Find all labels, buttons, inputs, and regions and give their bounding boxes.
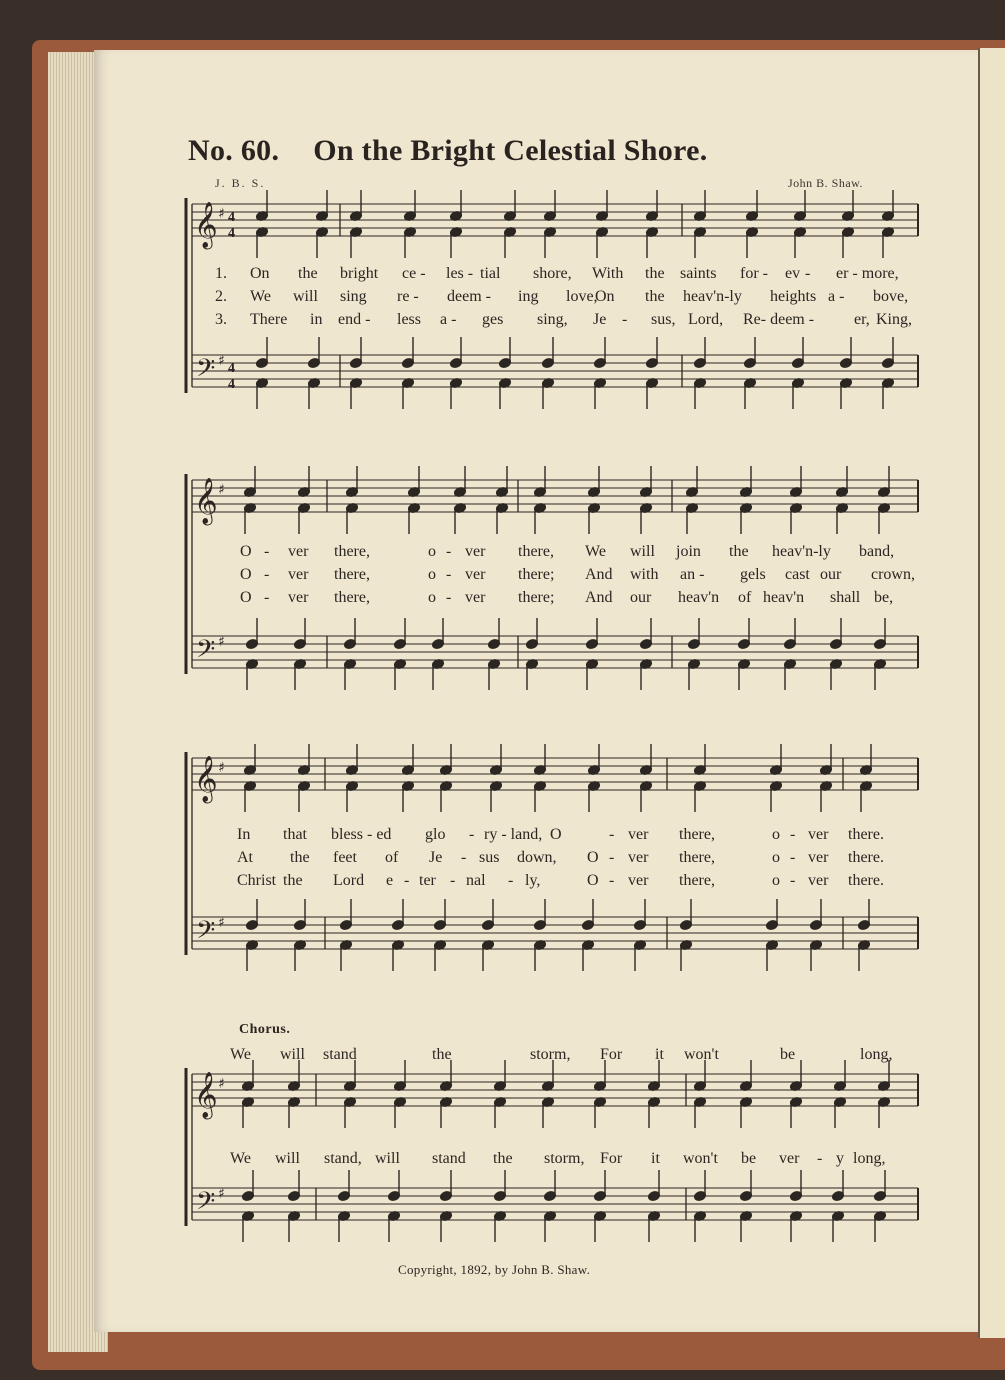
lyric-syllable: of bbox=[738, 589, 752, 606]
composer-credit: John B. Shaw. bbox=[788, 176, 864, 190]
clef-symbol: 𝄞 bbox=[194, 756, 218, 802]
lyric-syllable: o bbox=[772, 872, 780, 889]
lyric-syllable: be bbox=[741, 1150, 757, 1167]
chorus-label: Chorus. bbox=[239, 1022, 291, 1037]
lyric-syllable: 2. bbox=[215, 288, 227, 305]
lyric-syllable: y bbox=[836, 1150, 844, 1167]
lyric-syllable: the bbox=[645, 288, 665, 305]
lyric-syllable: - bbox=[790, 849, 796, 866]
lyric-syllable: storm, bbox=[530, 1046, 571, 1063]
lyric-syllable: - bbox=[461, 849, 467, 866]
lyric-syllable: - bbox=[790, 826, 796, 843]
lyric-syllable: - bbox=[469, 826, 475, 843]
lyric-syllable: With bbox=[592, 265, 624, 282]
lyric-syllable: the bbox=[493, 1150, 513, 1167]
lyric-syllable: there; bbox=[518, 589, 555, 606]
clef-symbol: ♯ bbox=[218, 760, 225, 776]
lyric-syllable: bove, bbox=[873, 288, 909, 305]
lyric-syllable: stand bbox=[323, 1046, 357, 1063]
lyric-syllable: King, bbox=[876, 311, 912, 328]
lyric-syllable: - bbox=[446, 566, 452, 583]
lyric-syllable: won't bbox=[684, 1046, 719, 1063]
lyric-syllable: ver bbox=[628, 826, 649, 843]
lyric-syllable: ver bbox=[465, 566, 486, 583]
lyric-syllable: there, bbox=[334, 543, 370, 560]
lyric-syllable: in bbox=[310, 311, 323, 328]
lyric-syllable: - bbox=[446, 589, 452, 606]
lyric-syllable: ver bbox=[808, 849, 829, 866]
lyric-syllable: ges bbox=[482, 311, 504, 328]
lyric-syllable: o bbox=[428, 543, 436, 560]
lyric-syllable: there, bbox=[334, 566, 370, 583]
lyric-syllable: be, bbox=[874, 589, 894, 606]
lyric-syllable: - bbox=[264, 589, 270, 606]
lyric-syllable: o bbox=[772, 849, 780, 866]
clef-symbol: 𝄢 bbox=[196, 1187, 216, 1222]
clef-symbol: ♯ bbox=[218, 206, 225, 222]
clef-symbol: ♯ bbox=[218, 1076, 225, 1092]
lyric-syllable: - bbox=[264, 543, 270, 560]
lyric-syllable: will bbox=[293, 288, 318, 305]
lyric-syllable: - bbox=[450, 872, 456, 889]
lyric-syllable: heav'n bbox=[678, 589, 720, 606]
lyric-syllable: the bbox=[645, 265, 665, 282]
lyric-syllable: feet bbox=[333, 849, 357, 866]
lyric-syllable: bless - ed bbox=[331, 826, 392, 843]
lyric-syllable: less bbox=[397, 311, 421, 328]
lyric-syllable: end - bbox=[338, 311, 371, 328]
lyric-syllable: ver bbox=[288, 589, 309, 606]
lyric-syllable: gels bbox=[740, 566, 766, 583]
lyric-syllable: ce - bbox=[402, 265, 426, 282]
lyric-syllable: shall bbox=[830, 589, 861, 606]
lyric-syllable: ver bbox=[288, 543, 309, 560]
lyric-syllable: stand bbox=[432, 1150, 466, 1167]
lyric-syllable: there. bbox=[848, 849, 884, 866]
lyric-syllable: will bbox=[630, 543, 655, 560]
clef-symbol: 𝄞 bbox=[194, 478, 218, 524]
lyric-syllable: Re- deem - bbox=[743, 311, 815, 328]
copyright-notice: Copyright, 1892, by John B. Shaw. bbox=[398, 1262, 591, 1277]
lyric-syllable: with bbox=[630, 566, 659, 583]
lyric-syllable: - bbox=[609, 872, 615, 889]
lyric-syllable: the bbox=[729, 543, 749, 560]
lyric-syllable: We bbox=[585, 543, 606, 560]
lyric-syllable: - bbox=[446, 543, 452, 560]
lyric-syllable: les - bbox=[446, 265, 474, 282]
lyric-syllable: will bbox=[375, 1150, 400, 1167]
lyric-syllable: O bbox=[240, 566, 252, 583]
lyric-syllable: ver bbox=[465, 589, 486, 606]
lyric-syllable: won't bbox=[683, 1150, 718, 1167]
hymn-number: No. 60. bbox=[188, 134, 280, 167]
lyric-syllable: ver bbox=[465, 543, 486, 560]
lyric-syllable: of bbox=[385, 849, 399, 866]
lyric-syllable: down, bbox=[517, 849, 557, 866]
lyric-syllable: sus, bbox=[651, 311, 676, 328]
lyric-syllable: heav'n-ly bbox=[683, 288, 742, 305]
lyric-syllable: ly, bbox=[525, 872, 541, 889]
lyric-syllable: For bbox=[600, 1046, 623, 1063]
lyric-syllable: it bbox=[655, 1046, 664, 1063]
lyric-syllable: And bbox=[585, 589, 613, 606]
clef-symbol: 𝄢 bbox=[196, 635, 216, 670]
lyric-syllable: In bbox=[237, 826, 251, 843]
lyric-syllable: re - bbox=[397, 288, 419, 305]
lyric-syllable: our bbox=[820, 566, 842, 583]
lyric-syllable: shore, bbox=[533, 265, 572, 282]
lyric-syllable: Lord bbox=[333, 872, 365, 889]
lyric-syllable: O bbox=[550, 826, 562, 843]
lyric-syllable: O bbox=[240, 589, 252, 606]
lyric-syllable: o bbox=[428, 589, 436, 606]
lyric-syllable: Lord, bbox=[688, 311, 724, 328]
lyric-syllable: the bbox=[298, 265, 318, 282]
lyric-syllable: glo bbox=[425, 826, 446, 843]
lyric-syllable: - bbox=[622, 311, 628, 328]
time-signature-upper: 4 bbox=[228, 210, 235, 225]
lyric-syllable: - bbox=[264, 566, 270, 583]
lyric-syllable: our bbox=[630, 589, 652, 606]
lyric-syllable: nal bbox=[466, 872, 486, 889]
clef-symbol: ♯ bbox=[218, 634, 225, 650]
lyric-syllable: will bbox=[275, 1150, 300, 1167]
lyric-syllable: At bbox=[237, 849, 253, 866]
hymn-title: On the Bright Celestial Shore. bbox=[313, 134, 708, 167]
lyric-syllable: ver bbox=[779, 1150, 800, 1167]
lyric-syllable: the bbox=[290, 849, 310, 866]
lyric-syllable: ver bbox=[628, 849, 649, 866]
lyric-syllable: sing, bbox=[537, 311, 568, 328]
lyric-syllable: O bbox=[240, 543, 252, 560]
lyric-syllable: stand, bbox=[324, 1150, 362, 1167]
lyric-syllable: crown, bbox=[871, 566, 915, 583]
lyric-syllable: - bbox=[790, 872, 796, 889]
lyric-syllable: there. bbox=[848, 826, 884, 843]
lyric-syllable: ver bbox=[808, 872, 829, 889]
lyric-syllable: saints bbox=[680, 265, 717, 282]
lyricist-credit: J. B. S. bbox=[215, 176, 266, 190]
lyric-syllable: tial bbox=[480, 265, 501, 282]
lyric-syllable: there; bbox=[518, 566, 555, 583]
lyric-syllable: band, bbox=[859, 543, 895, 560]
lyric-syllable: er, bbox=[854, 311, 870, 328]
lyric-syllable: ver bbox=[808, 826, 829, 843]
time-signature-lower: 4 bbox=[228, 226, 235, 241]
clef-symbol: ♯ bbox=[218, 353, 225, 369]
lyric-syllable: there, bbox=[334, 589, 370, 606]
lyric-syllable: 1. bbox=[215, 265, 227, 282]
lyric-syllable: there, bbox=[679, 826, 715, 843]
lyric-syllable: For bbox=[600, 1150, 623, 1167]
lyric-syllable: - bbox=[508, 872, 514, 889]
lyric-syllable: storm, bbox=[544, 1150, 585, 1167]
lyric-syllable: O bbox=[587, 872, 599, 889]
lyric-syllable: a - bbox=[440, 311, 457, 328]
clef-symbol: ♯ bbox=[218, 915, 225, 931]
lyric-syllable: ry - land, bbox=[484, 826, 543, 843]
lyric-syllable: ing bbox=[518, 288, 539, 305]
lyric-syllable: there, bbox=[679, 872, 715, 889]
lyric-syllable: We bbox=[230, 1046, 251, 1063]
lyric-syllable: ver bbox=[288, 566, 309, 583]
lyric-syllable: the bbox=[283, 872, 303, 889]
lyric-syllable: deem - bbox=[447, 288, 491, 305]
lyric-syllable: e bbox=[386, 872, 394, 889]
lyric-syllable: ev bbox=[785, 265, 801, 282]
lyric-syllable: heav'n bbox=[763, 589, 805, 606]
lyric-syllable: 3. bbox=[215, 311, 227, 328]
clef-symbol: 𝄞 bbox=[194, 202, 218, 248]
clef-symbol: 𝄢 bbox=[196, 916, 216, 951]
lyric-syllable: And bbox=[585, 566, 613, 583]
lyric-syllable: sus bbox=[479, 849, 500, 866]
lyric-syllable: o bbox=[772, 826, 780, 843]
lyric-syllable: long, bbox=[853, 1150, 886, 1167]
lyric-syllable: ver bbox=[628, 872, 649, 889]
lyric-syllable: heights bbox=[770, 288, 817, 305]
lyric-syllable: We bbox=[250, 288, 271, 305]
lyric-syllable: There bbox=[250, 311, 288, 328]
clef-symbol: ♯ bbox=[218, 1186, 225, 1202]
lyric-syllable: - bbox=[805, 265, 811, 282]
lyric-syllable: an - bbox=[680, 566, 705, 583]
lyric-syllable: On bbox=[250, 265, 270, 282]
lyric-syllable: a - bbox=[828, 288, 845, 305]
lyric-syllable: bright bbox=[340, 265, 379, 282]
lyric-syllable: We bbox=[230, 1150, 251, 1167]
lyric-syllable: be bbox=[780, 1046, 796, 1063]
lyric-syllable: long, bbox=[860, 1046, 893, 1063]
lyric-syllable: there, bbox=[679, 849, 715, 866]
clef-symbol: ♯ bbox=[218, 482, 225, 498]
lyric-syllable: will bbox=[280, 1046, 305, 1063]
lyric-syllable: heav'n-ly bbox=[772, 543, 831, 560]
lyric-syllable: - bbox=[609, 826, 615, 843]
lyric-syllable: - bbox=[404, 872, 410, 889]
lyric-syllable: On bbox=[595, 288, 615, 305]
lyric-syllable: there. bbox=[848, 872, 884, 889]
lyric-syllable: - bbox=[609, 849, 615, 866]
lyric-syllable: sing bbox=[340, 288, 367, 305]
lyric-syllable: cast bbox=[785, 566, 810, 583]
lyric-syllable: Je bbox=[429, 849, 443, 866]
clef-symbol: 𝄞 bbox=[194, 1072, 218, 1118]
lyric-syllable: there, bbox=[518, 543, 554, 560]
lyric-syllable: ter bbox=[419, 872, 436, 889]
lyric-syllable: Christ bbox=[237, 872, 277, 889]
lyric-syllable: O bbox=[587, 849, 599, 866]
lyric-syllable: join bbox=[676, 543, 701, 560]
lyric-syllable: that bbox=[283, 826, 307, 843]
time-signature-upper: 4 bbox=[228, 361, 235, 376]
lyric-syllable: for - bbox=[740, 265, 768, 282]
lyric-syllable: love, bbox=[566, 288, 598, 305]
lyric-syllable: o bbox=[428, 566, 436, 583]
lyric-syllable: it bbox=[651, 1150, 660, 1167]
lyric-syllable: - bbox=[817, 1150, 823, 1167]
time-signature-lower: 4 bbox=[228, 377, 235, 392]
lyric-syllable: Je bbox=[593, 311, 607, 328]
clef-symbol: 𝄢 bbox=[196, 354, 216, 389]
lyric-syllable: er - more, bbox=[836, 265, 899, 282]
lyric-syllable: the bbox=[432, 1046, 452, 1063]
